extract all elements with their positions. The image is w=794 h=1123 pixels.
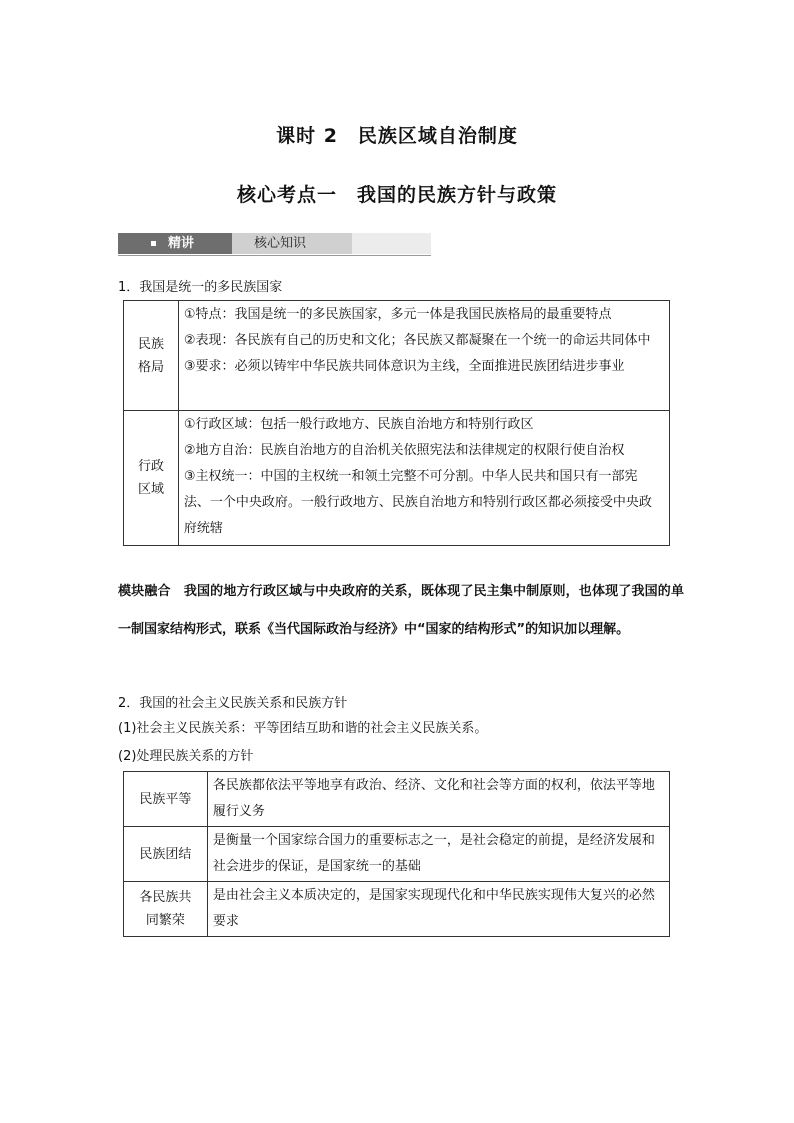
table-row (124, 772, 670, 827)
banner-fill (352, 233, 431, 254)
ethnic-structure-table (123, 300, 670, 546)
content-line: ①行政区域：包括一般行政地方、民族自治地方和特别行政区 (183, 417, 534, 432)
module-fusion-text: 我国的地方行政区域与中央政府的关系，既体现了民主集中制原则，也体现了我国的单一制国家结构形式，联系《当代国际政治与经济》中“国家的结构形式”的知识加以理解。 (118, 584, 684, 637)
content-line: ②表现：各民族有自己的历史和文化；各民族又都凝聚在一个统一的命运共同体中 (183, 333, 651, 348)
banner-tag-core-knowledge-label: 核心知识 (254, 236, 307, 251)
lesson-title: 课时 2 民族区域自治制度 (276, 125, 518, 147)
module-fusion-label: 模块融合 (118, 584, 171, 599)
row-content: 是衡量一个国家综合国力的重要标志之一，是社会稳定的前提，是经济发展和社会进步的保证，是国家统一的基础 (207, 827, 669, 882)
core-point-title: 核心考点一 我国的民族方针与政策 (236, 184, 557, 206)
row-content: 是由社会主义本质决定的，是国家实现现代化和中华民族实现伟大复兴的必然要求 (207, 882, 669, 937)
section-banner (118, 233, 431, 256)
table-row (124, 827, 670, 882)
content-line: ③要求：必须以铸牢中华民族共同体意识为主线，全面推进民族团结进步事业 (183, 359, 625, 374)
module-fusion-note (118, 573, 684, 649)
content-line: ②地方自治：民族自治地方的自治机关依照宪法和法律规定的权限行使自治权 (183, 443, 625, 458)
row-header: 行政 区域 (124, 411, 179, 546)
row-content: 各民族都依法平等地享有政治、经济、文化和社会等方面的权利，依法平等地履行义务 (207, 772, 669, 827)
banner-tag-intensive-label: 精讲 (168, 236, 195, 251)
row-header: 民族 格局 (124, 301, 179, 411)
row-header: 民族平等 (124, 772, 208, 827)
banner-tag-core-knowledge (232, 233, 352, 254)
table-row (124, 301, 670, 411)
content-line: ①特点：我国是统一的多民族国家，多元一体是我国民族格局的最重要特点 (183, 307, 612, 322)
banner-tag-intensive (118, 233, 232, 254)
content-line: ③主权统一：中国的主权统一和领土完整不可分割。中华人民共和国只有一部宪法、一个中央政府。一般行政地方、民族自治地方和特别行政区都必须接受中央政府统辖 (183, 469, 652, 536)
row-content (178, 301, 669, 411)
section2-sub1: (1)社会主义民族关系：平等团结互助和谐的社会主义民族关系。 (118, 721, 488, 736)
section2-heading: 2．我国的社会主义民族关系和民族方针 (118, 696, 348, 711)
row-content (178, 411, 669, 546)
table-row (124, 411, 670, 546)
section2-sub2: (2)处理民族关系的方针 (118, 749, 254, 764)
section1-heading: 1．我国是统一的多民族国家 (118, 280, 283, 295)
square-bullet-icon (151, 241, 156, 246)
row-header: 民族团结 (124, 827, 208, 882)
ethnic-policy-table (123, 771, 670, 937)
table-row (124, 882, 670, 937)
row-header: 各民族共 同繁荣 (124, 882, 208, 937)
